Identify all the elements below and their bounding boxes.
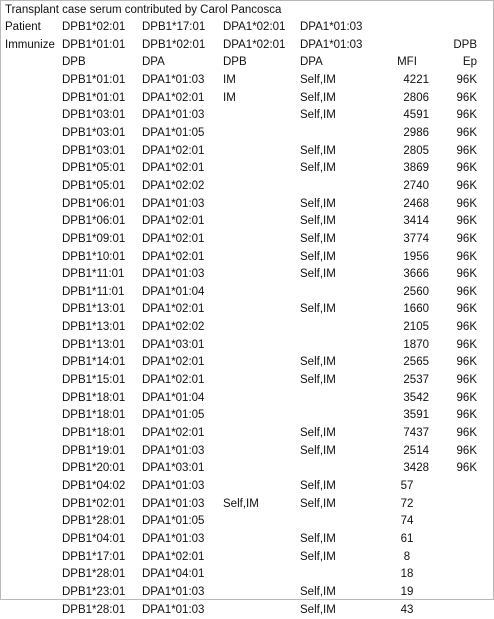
row-mfi-value: 2514 <box>403 444 429 457</box>
row-ep-value: 96K <box>456 303 477 316</box>
row-dpa-allele: DPA1*02:01 <box>142 427 205 439</box>
row-dpa-match: Self,IM <box>300 374 336 386</box>
table-row <box>1 284 493 301</box>
row-dpa-allele: DPA1*02:01 <box>142 232 205 245</box>
immunize-dpa-1: DPA1*02:01 <box>223 39 286 51</box>
row-dpb-match: Self,IM <box>223 497 259 510</box>
row-dpa-allele: DPA1*01:03 <box>142 268 205 281</box>
row-mfi-value: 3591 <box>403 409 429 422</box>
row-dpb-allele: DPB1*23:01 <box>62 585 126 598</box>
patient-dpa-1: DPA1*02:01 <box>223 21 286 33</box>
row-ep-value: 96K <box>456 91 477 104</box>
row-dpb-allele: DPB1*28:01 <box>62 603 126 616</box>
row-dpa-allele: DPA1*02:02 <box>142 321 205 334</box>
row-dpb-allele: DPB1*15:01 <box>62 374 126 386</box>
table-row <box>1 72 493 89</box>
row-dpa-allele: DPA1*02:01 <box>142 303 205 316</box>
row-dpa-match: Self,IM <box>300 109 336 122</box>
table-row <box>1 337 493 354</box>
table-row <box>1 160 493 177</box>
row-dpb-allele: DPB1*18:01 <box>62 427 126 439</box>
row-dpa-match: Self,IM <box>300 356 336 369</box>
row-mfi-value: 3428 <box>403 462 429 475</box>
column-header-row <box>1 54 493 71</box>
table-row <box>1 249 493 266</box>
row-dpa-match: Self,IM <box>300 197 336 210</box>
sheet-title: Transplant case serum contributed by Carol Pancosca <box>5 4 282 16</box>
row-mfi-value: 3414 <box>403 215 429 228</box>
row-dpb-allele: DPB1*13:01 <box>62 338 126 351</box>
row-ep-value: 96K <box>456 268 477 281</box>
row-dpa-allele: DPA1*03:01 <box>142 462 205 475</box>
table-row <box>1 460 493 477</box>
row-mfi-value: 8 <box>403 550 411 563</box>
row-dpa-allele: DPA1*02:01 <box>142 550 205 563</box>
table-row <box>1 513 493 530</box>
table-row <box>1 213 493 230</box>
table-row <box>1 301 493 318</box>
row-mfi-value: 1870 <box>403 338 429 351</box>
row-mfi-value: 74 <box>400 515 414 528</box>
row-ep-value: 96K <box>456 126 477 139</box>
header-mfi: MFI <box>397 56 417 68</box>
table-row <box>1 372 493 389</box>
table-row <box>1 549 493 566</box>
row-dpa-match: Self,IM <box>300 74 336 86</box>
row-dpb-allele: DPB1*11:01 <box>62 268 125 281</box>
row-dpa-match: Self,IM <box>300 497 336 510</box>
immunize-label: Immunize <box>5 39 55 51</box>
row-ep-value: 96K <box>456 162 477 175</box>
row-dpa-match: Self,IM <box>300 268 336 281</box>
row-dpb-allele: DPB1*28:01 <box>62 568 126 581</box>
row-dpa-allele: DPA1*02:01 <box>142 250 205 263</box>
row-mfi-value: 3666 <box>403 268 429 281</box>
row-dpa-match: Self,IM <box>300 585 336 598</box>
row-dpb-allele: DPB1*28:01 <box>62 515 126 528</box>
immunize-dpb-2: DPB1*02:01 <box>142 39 206 51</box>
row-mfi-value: 2565 <box>403 356 429 369</box>
row-mfi-value: 2740 <box>403 179 429 192</box>
row-dpb-allele: DPB1*13:01 <box>62 321 126 334</box>
row-mfi-value: 2805 <box>403 144 429 157</box>
row-mfi-value: 2537 <box>403 374 429 386</box>
row-mfi-value: 2105 <box>403 321 429 334</box>
table-row <box>1 531 493 548</box>
row-mfi-value: 3774 <box>403 232 429 245</box>
table-row <box>1 566 493 583</box>
table-row <box>1 266 493 283</box>
row-dpb-allele: DPB1*03:01 <box>62 126 126 139</box>
row-dpb-allele: DPB1*05:01 <box>62 162 126 175</box>
row-dpa-allele: DPA1*04:01 <box>142 568 205 581</box>
row-mfi-value: 57 <box>400 479 414 492</box>
row-dpb-allele: DPB1*06:01 <box>62 215 126 228</box>
row-dpa-allele: DPA1*01:05 <box>142 126 205 139</box>
table-row <box>1 584 493 601</box>
immunize-dpb-1: DPB1*01:01 <box>62 39 126 51</box>
ep-group-header: DPB <box>453 39 477 51</box>
patient-dpb-2: DPB1*17:01 <box>142 21 206 33</box>
row-mfi-value: 19 <box>400 585 414 598</box>
row-ep-value: 96K <box>456 197 477 210</box>
row-dpa-allele: DPA1*01:03 <box>142 109 205 122</box>
row-dpa-match: Self,IM <box>300 91 336 104</box>
table-row <box>1 143 493 160</box>
row-dpa-match: Self,IM <box>300 215 336 228</box>
table-row <box>1 602 493 619</box>
row-ep-value: 96K <box>456 179 477 192</box>
row-dpb-allele: DPB1*17:01 <box>62 550 126 563</box>
row-dpa-allele: DPA1*01:03 <box>142 585 205 598</box>
immunize-row <box>1 37 493 54</box>
row-dpb-allele: DPB1*10:01 <box>62 250 126 263</box>
row-dpb-allele: DPB1*03:01 <box>62 144 126 157</box>
patient-dpa-2: DPA1*01:03 <box>300 21 363 33</box>
row-mfi-value: 61 <box>400 532 414 545</box>
row-dpa-match: Self,IM <box>300 232 336 245</box>
row-mfi-value: 4591 <box>403 109 429 122</box>
row-dpa-allele: DPA1*01:03 <box>142 444 205 457</box>
row-dpa-allele: DPA1*02:01 <box>142 215 205 228</box>
row-dpb-allele: DPB1*01:01 <box>62 74 126 86</box>
row-dpb-allele: DPB1*18:01 <box>62 409 126 422</box>
row-dpa-allele: DPA1*01:03 <box>142 74 205 86</box>
row-mfi-value: 2806 <box>403 91 429 104</box>
row-dpa-allele: DPA1*03:01 <box>142 338 205 351</box>
row-dpa-allele: DPA1*02:01 <box>142 356 205 369</box>
row-mfi-value: 1660 <box>403 303 429 316</box>
row-dpb-match: IM <box>223 91 236 104</box>
row-dpa-match: Self,IM <box>300 444 336 457</box>
row-dpb-allele: DPB1*04:02 <box>62 479 126 492</box>
row-dpb-allele: DPB1*18:01 <box>62 391 126 404</box>
row-dpb-allele: DPB1*13:01 <box>62 303 126 316</box>
patient-label: Patient <box>5 21 41 33</box>
row-dpb-allele: DPB1*01:01 <box>62 91 126 104</box>
row-mfi-value: 2468 <box>403 197 429 210</box>
row-dpa-match: Self,IM <box>300 479 336 492</box>
table-row <box>1 425 493 442</box>
row-dpa-allele: DPA1*01:03 <box>142 497 205 510</box>
row-dpb-allele: DPB1*19:01 <box>62 444 126 457</box>
header-dpa-match: DPA <box>300 56 323 68</box>
table-row <box>1 178 493 195</box>
row-mfi-value: 4221 <box>403 74 429 86</box>
row-dpa-match: Self,IM <box>300 532 336 545</box>
row-mfi-value: 2986 <box>403 126 429 139</box>
row-dpb-allele: DPB1*06:01 <box>62 197 126 210</box>
table-row <box>1 496 493 513</box>
header-dpb: DPB <box>62 56 86 68</box>
row-ep-value: 96K <box>456 356 477 369</box>
table-row <box>1 478 493 495</box>
row-dpa-allele: DPA1*02:01 <box>142 144 205 157</box>
row-ep-value: 96K <box>456 374 477 386</box>
row-mfi-value: 2560 <box>403 285 429 298</box>
patient-dpb-1: DPB1*02:01 <box>62 21 126 33</box>
table-row <box>1 354 493 371</box>
row-ep-value: 96K <box>456 391 477 404</box>
row-dpa-match: Self,IM <box>300 550 336 563</box>
table-row <box>1 390 493 407</box>
row-ep-value: 96K <box>456 338 477 351</box>
row-dpb-allele: DPB1*02:01 <box>62 497 126 510</box>
row-mfi-value: 3869 <box>403 162 429 175</box>
table-row <box>1 107 493 124</box>
row-mfi-value: 1956 <box>403 250 429 263</box>
row-ep-value: 96K <box>456 409 477 422</box>
row-dpb-allele: DPB1*14:01 <box>62 356 126 369</box>
row-ep-value: 96K <box>456 109 477 122</box>
row-ep-value: 96K <box>456 427 477 439</box>
row-dpa-allele: DPA1*01:03 <box>142 603 205 616</box>
row-mfi-value: 43 <box>400 603 414 616</box>
header-dpb-match: DPB <box>223 56 247 68</box>
row-dpa-allele: DPA1*01:05 <box>142 409 205 422</box>
row-mfi-value: 72 <box>400 497 414 510</box>
row-dpa-allele: DPA1*01:03 <box>142 479 205 492</box>
row-ep-value: 96K <box>456 232 477 245</box>
row-ep-value: 96K <box>456 215 477 228</box>
row-dpa-match: Self,IM <box>300 603 336 616</box>
row-ep-value: 96K <box>456 285 477 298</box>
row-dpa-allele: DPA1*01:04 <box>142 391 205 404</box>
row-dpb-allele: DPB1*20:01 <box>62 462 126 475</box>
row-dpa-match: Self,IM <box>300 162 336 175</box>
row-dpa-allele: DPA1*02:01 <box>142 162 205 175</box>
row-ep-value: 96K <box>456 321 477 334</box>
row-mfi-value: 3542 <box>403 391 429 404</box>
row-mfi-value: 7437 <box>403 427 429 439</box>
row-dpb-allele: DPB1*03:01 <box>62 109 126 122</box>
immunize-dpa-2: DPA1*01:03 <box>300 39 363 51</box>
patient-row <box>1 19 493 36</box>
row-dpb-allele: DPB1*05:01 <box>62 179 126 192</box>
header-dpa: DPA <box>142 56 165 68</box>
row-dpa-allele: DPA1*02:01 <box>142 91 205 104</box>
row-dpb-allele: DPB1*09:01 <box>62 232 126 245</box>
table-row <box>1 407 493 424</box>
row-ep-value: 96K <box>456 250 477 263</box>
row-dpa-allele: DPA1*01:03 <box>142 532 205 545</box>
row-dpa-allele: DPA1*01:04 <box>142 285 205 298</box>
row-ep-value: 96K <box>456 74 477 86</box>
row-ep-value: 96K <box>456 144 477 157</box>
table-row <box>1 125 493 142</box>
header-ep: Ep <box>462 56 477 68</box>
table-row <box>1 90 493 107</box>
table-row <box>1 231 493 248</box>
row-dpa-match: Self,IM <box>300 250 336 263</box>
row-dpb-allele: DPB1*04:01 <box>62 532 126 545</box>
row-dpa-allele: DPA1*02:02 <box>142 179 205 192</box>
row-ep-value: 96K <box>456 462 477 475</box>
row-dpa-allele: DPA1*01:03 <box>142 197 205 210</box>
row-dpb-match: IM <box>223 74 236 86</box>
table-row <box>1 196 493 213</box>
table-row <box>1 443 493 460</box>
table-row <box>1 319 493 336</box>
row-ep-value: 96K <box>456 444 477 457</box>
row-dpa-match: Self,IM <box>300 427 336 439</box>
row-dpb-allele: DPB1*11:01 <box>62 285 125 298</box>
row-mfi-value: 18 <box>400 568 414 581</box>
row-dpa-allele: DPA1*01:05 <box>142 515 205 528</box>
row-dpa-match: Self,IM <box>300 303 336 316</box>
row-dpa-allele: DPA1*02:01 <box>142 374 205 386</box>
row-dpa-match: Self,IM <box>300 144 336 157</box>
